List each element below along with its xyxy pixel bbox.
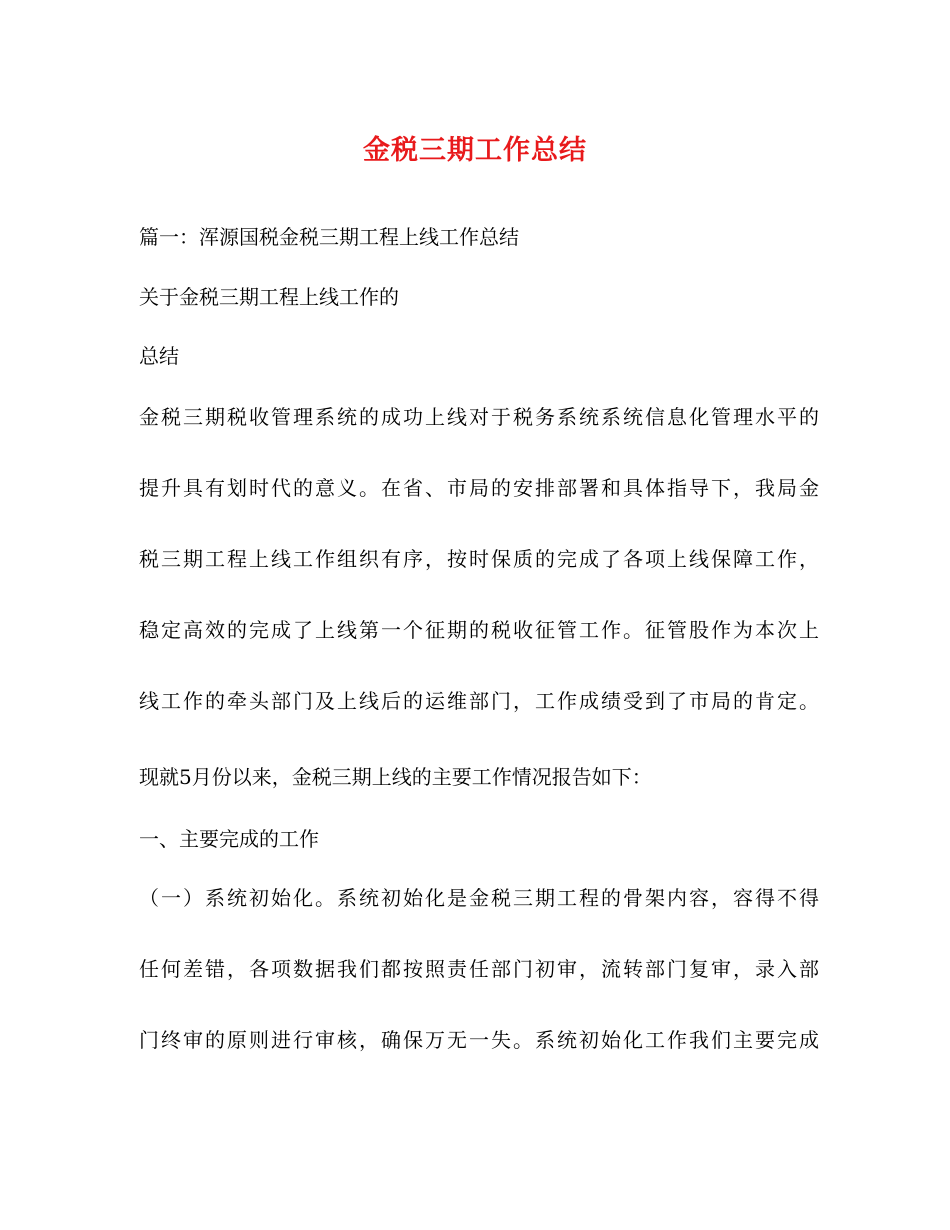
paragraph-line: 提升具有划时代的意义。在省、市局的安排部署和具体指导下，我局金 (139, 476, 819, 500)
subsection-heading: 一、主要完成的工作 (139, 827, 319, 851)
paragraph-line: 线工作的牵头部门及上线后的运维部门，工作成绩受到了市局的肯定。 (139, 689, 819, 713)
paragraph-line: 门终审的原则进行审核，确保万无一失。系统初始化工作我们主要完成 (139, 1028, 819, 1052)
paragraph-line: 关于金税三期工程上线工作的 (139, 285, 399, 309)
section-heading: 篇一：浑源国税金税三期工程上线工作总结 (139, 225, 519, 249)
paragraph-line: 任何差错，各项数据我们都按照责任部门初审，流转部门复审，录入部 (139, 957, 819, 981)
paragraph-line: （一）系统初始化。系统初始化是金税三期工程的骨架内容，容得不得 (139, 886, 819, 910)
paragraph-line: 总结 (139, 344, 179, 368)
paragraph-line: 税三期工程上线工作组织有序，按时保质的完成了各项上线保障工作， (139, 547, 819, 571)
document-title: 金税三期工作总结 (363, 135, 587, 166)
paragraph-line: 稳定高效的完成了上线第一个征期的税收征管工作。征管股作为本次上 (139, 618, 819, 642)
paragraph-line: 现就5月份以来，金税三期上线的主要工作情况报告如下： (139, 765, 652, 789)
paragraph-line: 金税三期税收管理系统的成功上线对于税务系统系统信息化管理水平的 (139, 405, 819, 429)
